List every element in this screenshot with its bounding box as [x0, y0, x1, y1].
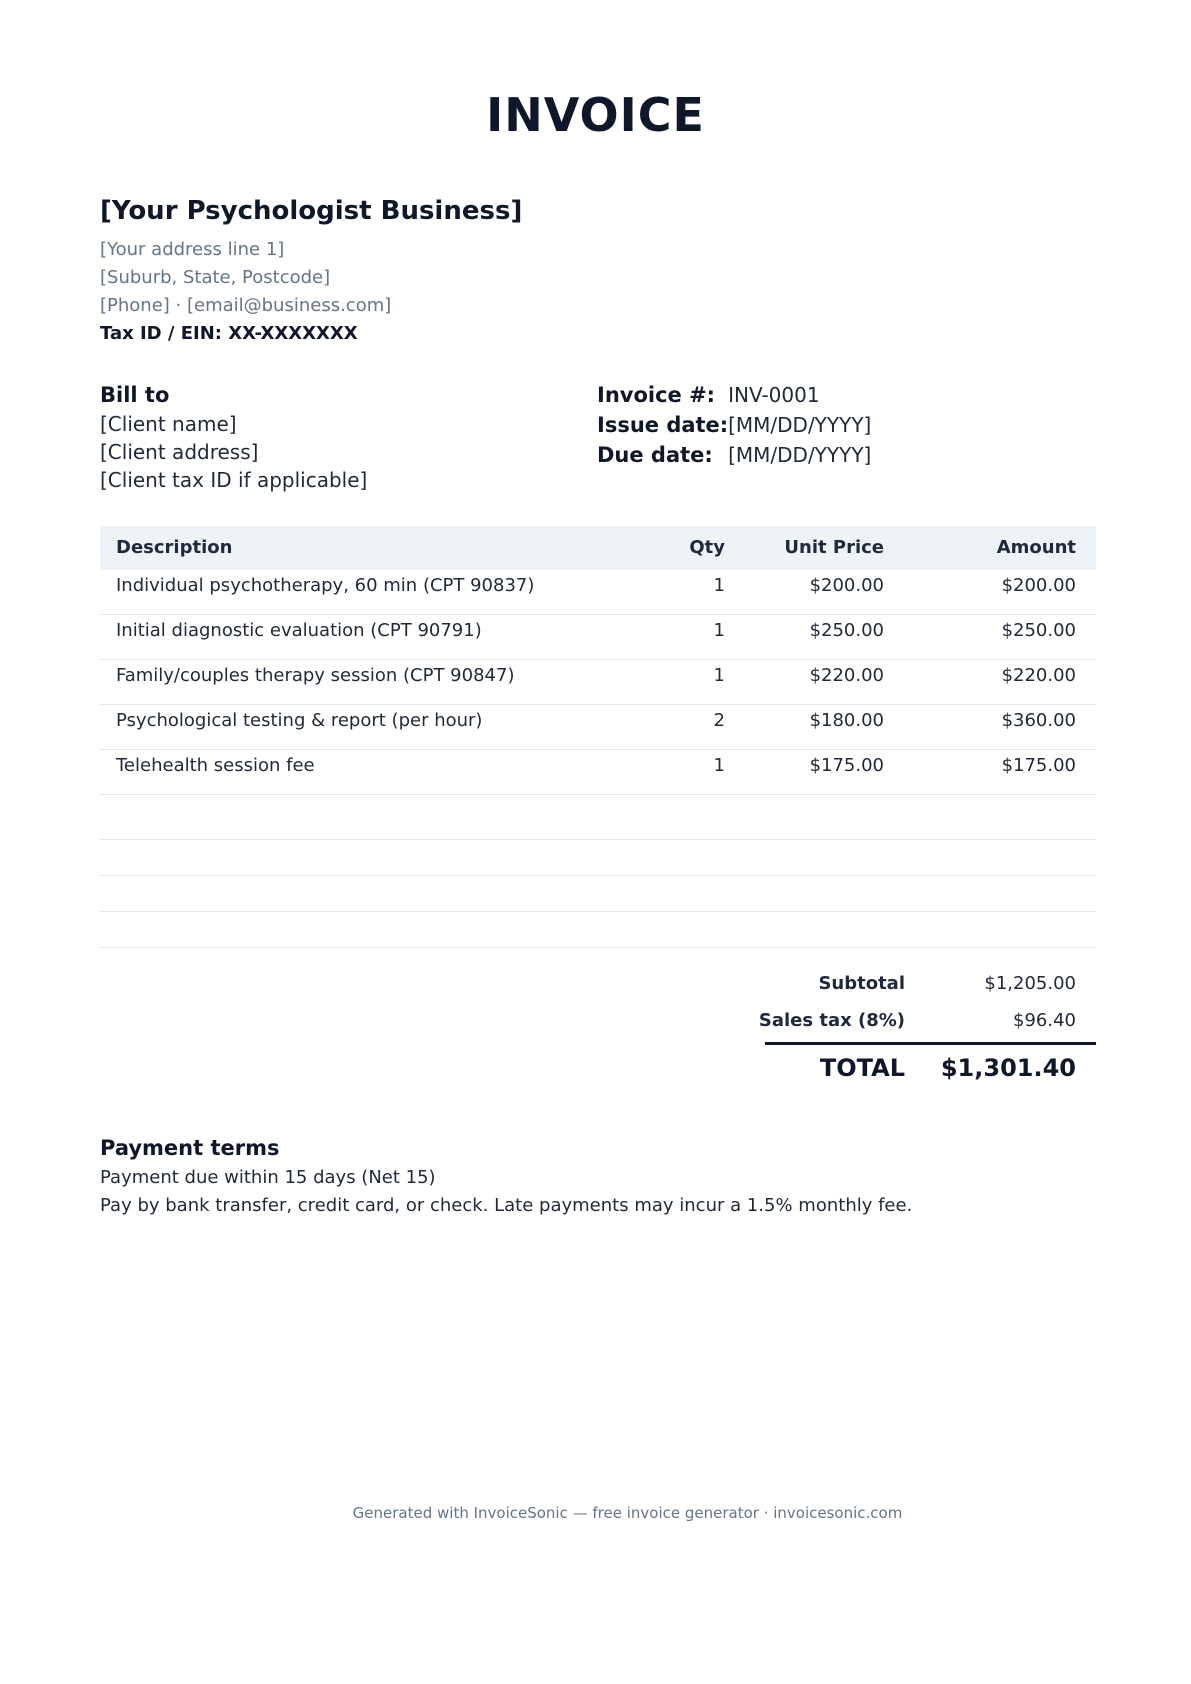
subtotal-label: Subtotal	[818, 973, 905, 994]
table-row	[100, 570, 1096, 615]
invoice-title: INVOICE	[486, 88, 705, 142]
business-address-line1: [Your address line 1]	[100, 239, 285, 260]
row-amount: $200.00	[1001, 575, 1076, 596]
row-description: Individual psychotherapy, 60 min (CPT 90837)	[116, 575, 535, 596]
table-header	[100, 526, 1096, 570]
row-description: Telehealth session fee	[116, 755, 315, 776]
payment-terms-heading: Payment terms	[100, 1136, 280, 1160]
subtotal-row	[765, 968, 1096, 1005]
row-unit-price: $250.00	[809, 620, 884, 641]
table-row	[100, 615, 1096, 660]
empty-table-row	[100, 876, 1096, 912]
row-description: Family/couples therapy session (CPT 90847)	[116, 665, 515, 686]
tax-label: Sales tax (8%)	[758, 1010, 905, 1031]
issue-date-row	[597, 410, 871, 440]
client-tax-id: [Client tax ID if applicable]	[100, 468, 368, 492]
empty-table-row	[100, 795, 1096, 840]
row-qty: 1	[713, 575, 725, 596]
row-amount: $175.00	[1001, 755, 1076, 776]
issue-date-value: [MM/DD/YYYY]	[728, 413, 872, 437]
tax-value: $96.40	[1013, 1010, 1076, 1031]
row-amount: $360.00	[1001, 710, 1076, 731]
row-qty: 2	[713, 710, 725, 731]
payment-terms-line: Pay by bank transfer, credit card, or check. Late payments may incur a 1.5% monthly fee.	[100, 1195, 913, 1216]
row-unit-price: $220.00	[809, 665, 884, 686]
due-date-value: [MM/DD/YYYY]	[728, 443, 872, 467]
invoice-number-value: INV-0001	[728, 383, 820, 407]
invoice-number-row	[597, 380, 871, 410]
row-unit-price: $180.00	[809, 710, 884, 731]
total-label: TOTAL	[819, 1054, 905, 1082]
due-date-row	[597, 440, 871, 470]
footer	[0, 1504, 1191, 1522]
bill-to-heading: Bill to	[100, 383, 170, 407]
row-description: Psychological testing & report (per hour)	[116, 710, 483, 731]
payment-terms-line: Payment due within 15 days (Net 15)	[100, 1167, 436, 1188]
empty-table-row	[100, 840, 1096, 876]
row-unit-price: $200.00	[809, 575, 884, 596]
tax-row	[758, 1005, 1096, 1042]
business-contact: [Phone] · [email@business.com]	[100, 295, 392, 316]
row-amount: $220.00	[1001, 665, 1076, 686]
client-name: [Client name]	[100, 412, 237, 436]
business-address-line2: [Suburb, State, Postcode]	[100, 267, 331, 288]
client-address: [Client address]	[100, 440, 259, 464]
table-row	[100, 750, 1096, 795]
row-amount: $250.00	[1001, 620, 1076, 641]
subtotal-value: $1,205.00	[984, 973, 1076, 994]
total-value: $1,301.40	[940, 1054, 1076, 1082]
business-details	[100, 236, 391, 348]
row-description: Initial diagnostic evaluation (CPT 90791)	[116, 620, 482, 641]
header-qty: Qty	[689, 537, 725, 558]
table-row	[100, 705, 1096, 750]
row-qty: 1	[713, 665, 725, 686]
row-qty: 1	[713, 755, 725, 776]
table-row	[100, 660, 1096, 705]
footer-text: Generated with InvoiceSonic — free invoice generator · invoicesonic.com	[352, 1504, 903, 1522]
empty-table-row	[100, 912, 1096, 948]
line-items-table	[100, 526, 1096, 948]
business-name: [Your Psychologist Business]	[100, 196, 523, 226]
bill-to-section	[100, 380, 367, 494]
header-amount: Amount	[996, 537, 1076, 558]
row-unit-price: $175.00	[809, 755, 884, 776]
issue-date-label: Issue date:	[597, 413, 729, 437]
invoice-number-label: Invoice #:	[597, 383, 716, 407]
invoice-meta	[597, 380, 871, 470]
totals-section	[758, 968, 1096, 1095]
row-qty: 1	[713, 620, 725, 641]
payment-terms-section	[100, 1132, 912, 1220]
header-description: Description	[116, 537, 233, 558]
total-row	[765, 1045, 1096, 1095]
business-tax-id: Tax ID / EIN: XX-XXXXXXX	[100, 323, 358, 344]
header-unit-price: Unit Price	[784, 537, 884, 558]
due-date-label: Due date:	[597, 443, 713, 467]
